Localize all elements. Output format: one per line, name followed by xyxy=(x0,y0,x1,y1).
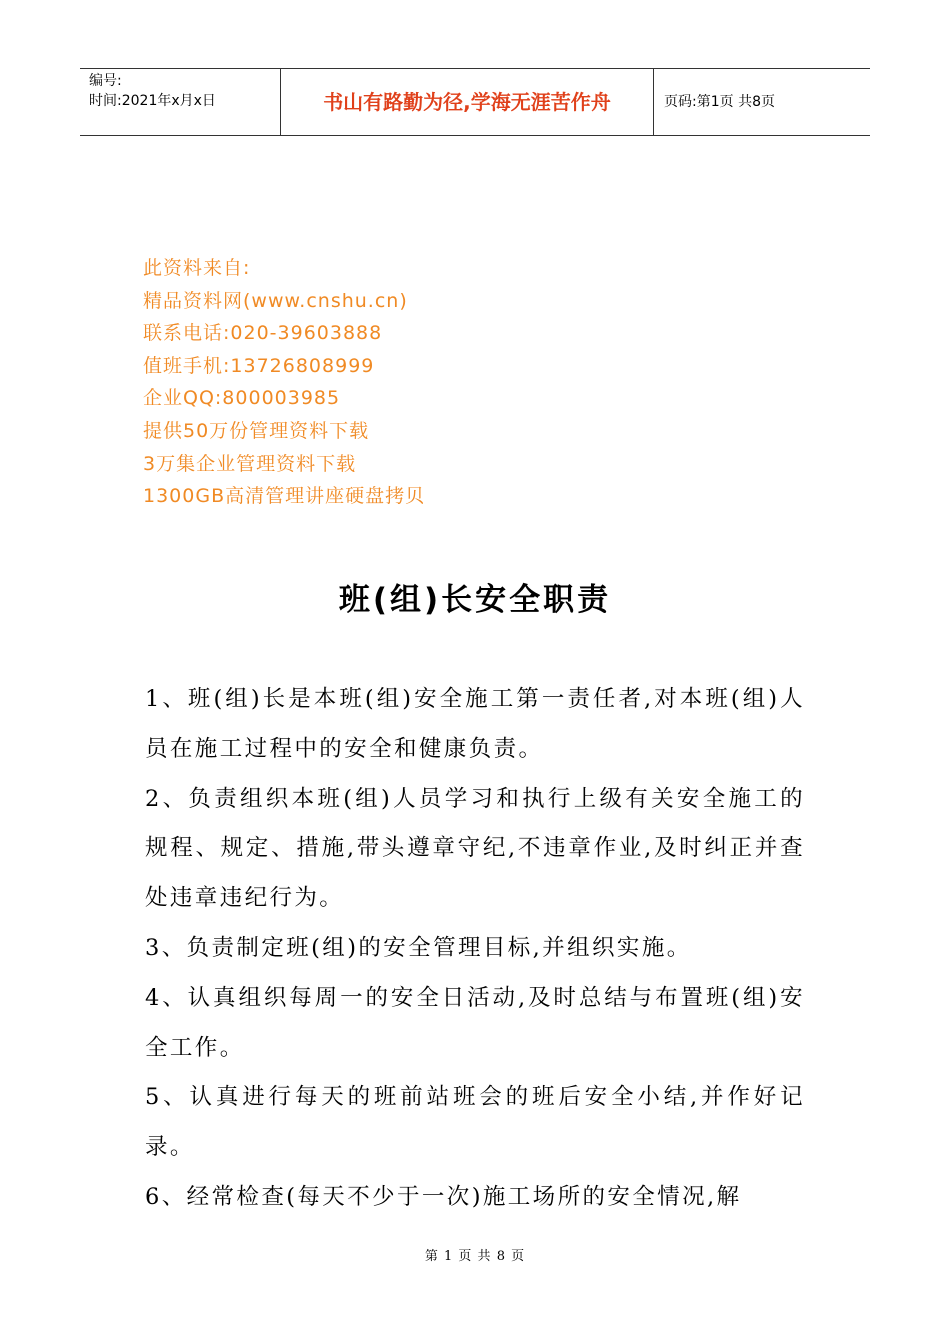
body-paragraph: 1、班(组)长是本班(组)安全施工第一责任者,对本班(组)人员在施工过程中的安全和健康负责。 xyxy=(145,686,805,762)
body-paragraph: 2、负责组织本班(组)人员学习和执行上级有关安全施工的规程、规定、措施,带头遵章守纪,不违章作业,及时纠正并查处违章违纪行为。 xyxy=(145,785,805,912)
source-line-phone: 联系电话:020-39603888 xyxy=(143,322,383,345)
source-line: 提供50万份管理资料下载 xyxy=(143,419,370,442)
page-header-table xyxy=(80,68,870,136)
header-number-label: 编号: xyxy=(89,73,122,89)
body-paragraph: 3、负责制定班(组)的安全管理目标,并组织实施。 xyxy=(145,934,692,961)
header-time-label: 时间:2021年x月x日 xyxy=(89,93,216,109)
body-paragraph: 6、经常检查(每天不少于一次)施工场所的安全情况,解 xyxy=(145,1183,742,1210)
source-line: 3万集企业管理资料下载 xyxy=(143,452,357,475)
header-motto: 书山有路勤为径,学海无涯苦作舟 xyxy=(281,69,654,135)
document-title: 班(组)长安全职责 xyxy=(338,582,612,618)
document-body xyxy=(145,675,805,1223)
source-line: 此资料来自: xyxy=(143,257,251,279)
source-info-block xyxy=(143,252,643,513)
source-line-mobile: 值班手机:13726808999 xyxy=(143,354,375,377)
header-left-cell xyxy=(80,69,281,135)
body-paragraph: 4、认真组织每周一的安全日活动,及时总结与布置班(组)安全工作。 xyxy=(145,984,805,1061)
page-footer: 第 1 页 共 8 页 xyxy=(424,1249,526,1264)
source-line-qq: 企业QQ:800003985 xyxy=(143,387,341,410)
source-line: 1300GB高清管理讲座硬盘拷贝 xyxy=(143,485,426,508)
body-paragraph: 5、认真进行每天的班前站班会的班后安全小结,并作好记录。 xyxy=(145,1084,805,1161)
source-line-website: 精品资料网(www.cnshu.cn) xyxy=(143,289,408,312)
header-page-label: 页码:第1页 共8页 xyxy=(664,94,775,110)
